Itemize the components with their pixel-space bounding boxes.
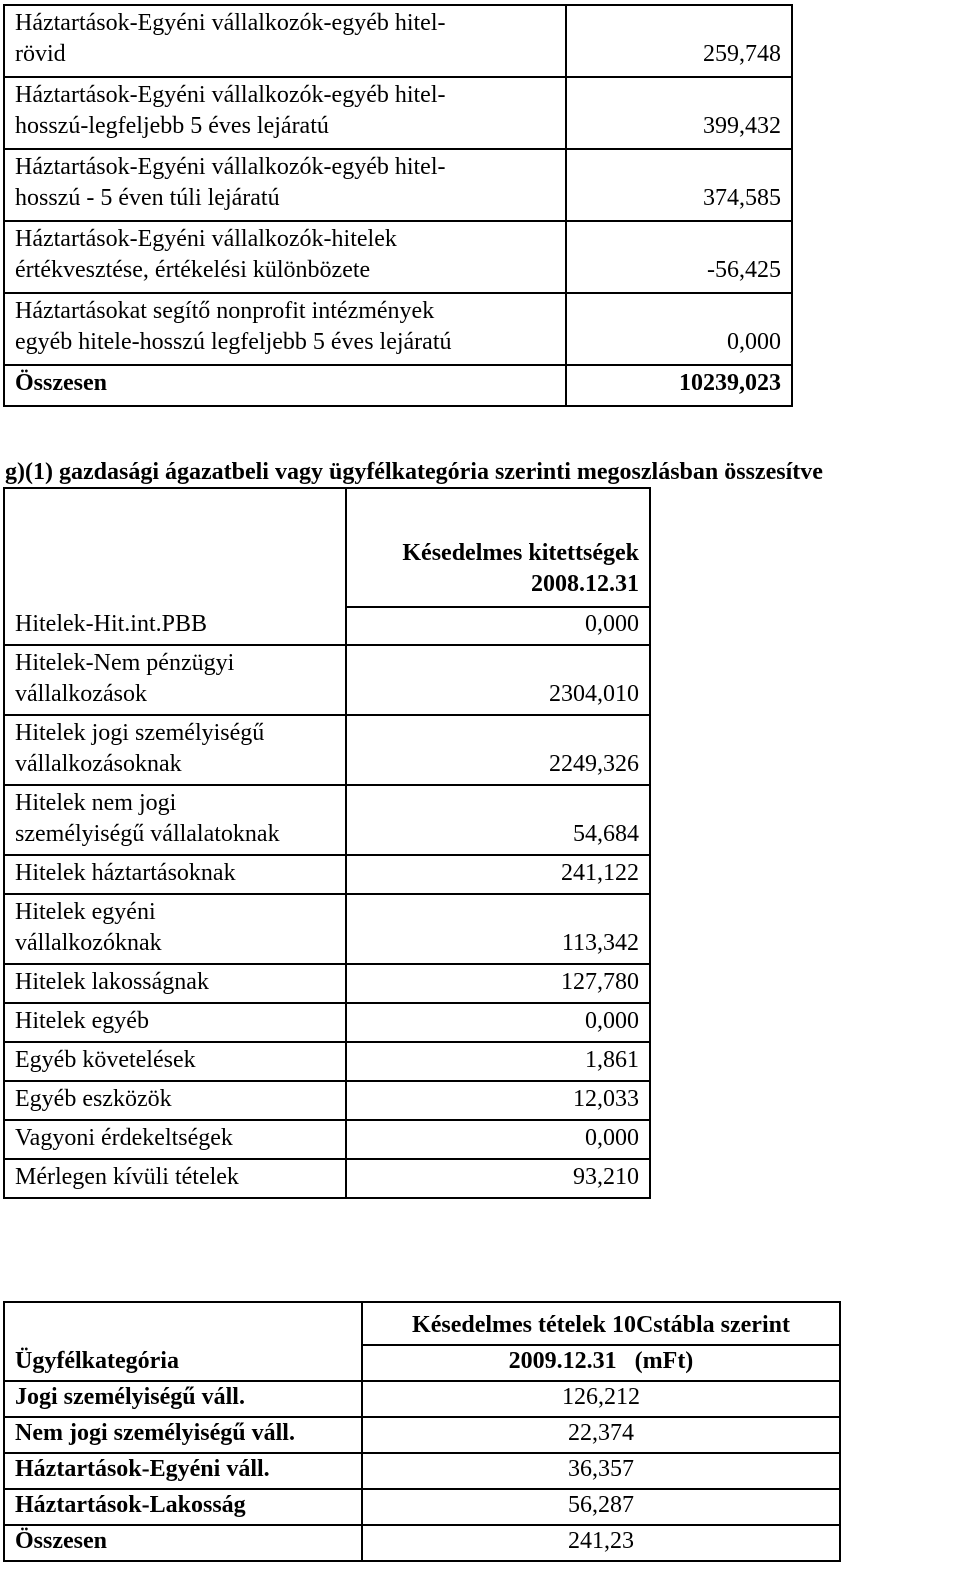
row-label: Háztartások-Lakosság	[4, 1489, 362, 1525]
table-row	[4, 1081, 650, 1120]
table-row	[4, 1159, 650, 1198]
table-row	[4, 1042, 650, 1081]
loans-table	[3, 4, 793, 407]
row-value: 0,000	[346, 1003, 650, 1042]
row-value: 374,585	[566, 149, 792, 221]
row-value: 126,212	[362, 1381, 840, 1417]
total-value: 241,23	[362, 1525, 840, 1561]
row-value: 1,861	[346, 1042, 650, 1081]
row-value: 0,000	[346, 1120, 650, 1159]
row-label-text: Háztartásokat segítő nonprofit intézmények egyéb hitele-hosszú legfeljebb 5 éves lejáratú	[15, 298, 452, 355]
row-label-text: Hitelek jogi személyiségű vállalkozásoknak	[15, 720, 265, 777]
table-row	[4, 1489, 840, 1525]
row-value: 36,357	[362, 1453, 840, 1489]
row-label: Háztartások-Egyéni váll.	[4, 1453, 362, 1489]
row-label-text: Hitelek-Nem pénzügyi vállalkozások	[15, 650, 235, 707]
table-row	[4, 1003, 650, 1042]
row-label	[4, 293, 566, 365]
row-label-text: Hitelek-Hit.int.PBB	[15, 611, 207, 637]
total-label: Összesen	[4, 365, 566, 406]
table-row	[4, 894, 650, 964]
table-row	[4, 964, 650, 1003]
row-label	[4, 77, 566, 149]
row-label	[4, 5, 566, 77]
row-value: 54,684	[346, 785, 650, 855]
row-label	[4, 1042, 346, 1081]
row-label	[4, 149, 566, 221]
row-label-text: Háztartások-Egyéni vállalkozók-egyéb hitel- hosszú-legfeljebb 5 éves lejáratú	[15, 82, 446, 139]
row-label-text: Hitelek egyéb	[15, 1008, 149, 1034]
table-row	[4, 1417, 840, 1453]
row-label	[4, 785, 346, 855]
row-label-text: Hitelek háztartásoknak	[15, 860, 236, 886]
row-value: 0,000	[566, 293, 792, 365]
table-row	[4, 293, 792, 365]
column-header	[346, 488, 650, 607]
row-value: 113,342	[346, 894, 650, 964]
column-header: Késedelmes tételek 10Cstábla szerint	[362, 1302, 840, 1345]
row-label-text: Hitelek egyéni vállalkozóknak	[15, 899, 162, 956]
row-value: 127,780	[346, 964, 650, 1003]
row-label	[4, 855, 346, 894]
row-value: 56,287	[362, 1489, 840, 1525]
row-label	[4, 645, 346, 715]
total-row	[4, 365, 792, 406]
row-label-text: Háztartások-Egyéni vállalkozók-egyéb hitel- hosszú - 5 éven túli lejáratú	[15, 154, 446, 211]
row-label	[4, 1120, 346, 1159]
column-header-text: Késedelmes kitettségek 2008.12.31	[402, 540, 639, 597]
table-row	[4, 1453, 840, 1489]
row-label-text: Vagyoni érdekeltségek	[15, 1125, 233, 1151]
section-heading: g)(1) gazdasági ágazatbeli vagy ügyfélkategória szerinti megoszlásban összesítve	[5, 459, 823, 485]
table-row	[4, 785, 650, 855]
table-row	[4, 1120, 650, 1159]
table-row	[4, 77, 792, 149]
row-label: Nem jogi személyiségű váll.	[4, 1417, 362, 1453]
loans-table-body	[4, 5, 792, 406]
header-empty-cell	[4, 488, 346, 607]
row-label	[4, 1159, 346, 1198]
row-label-text: Háztartások-Egyéni vállalkozók-hitelek értékvesztése, értékelési különbözete	[15, 226, 397, 283]
table-header-row	[4, 1345, 840, 1381]
row-label	[4, 964, 346, 1003]
table-row	[4, 607, 650, 645]
row-value: 259,748	[566, 5, 792, 77]
row-value: 2249,326	[346, 715, 650, 785]
date-header: 2009.12.31 (mFt)	[362, 1345, 840, 1381]
row-label-text: Egyéb eszközök	[15, 1086, 172, 1112]
row-value: 2304,010	[346, 645, 650, 715]
row-label: Jogi személyiségű váll.	[4, 1381, 362, 1417]
row-value: 12,033	[346, 1081, 650, 1120]
row-label-text: Háztartások-Egyéni vállalkozók-egyéb hitel- rövid	[15, 10, 446, 67]
total-row	[4, 1525, 840, 1561]
row-label	[4, 715, 346, 785]
row-value: 93,210	[346, 1159, 650, 1198]
row-label	[4, 1003, 346, 1042]
row-label-text: Hitelek nem jogi személyiségű vállalatoknak	[15, 790, 280, 847]
table-row	[4, 715, 650, 785]
table-row	[4, 645, 650, 715]
row-label	[4, 221, 566, 293]
row-label	[4, 607, 346, 645]
row-label	[4, 1081, 346, 1120]
row-label-text: Mérlegen kívüli tételek	[15, 1164, 239, 1190]
total-value: 10239,023	[566, 365, 792, 406]
table-row	[4, 221, 792, 293]
category-header: Ügyfélkategória	[4, 1345, 362, 1381]
row-label	[4, 894, 346, 964]
row-value: -56,425	[566, 221, 792, 293]
row-label-text: Hitelek lakosságnak	[15, 969, 209, 995]
table-header-row	[4, 1302, 840, 1345]
row-value: 241,122	[346, 855, 650, 894]
row-label-text: Egyéb követelések	[15, 1047, 196, 1073]
row-value: 22,374	[362, 1417, 840, 1453]
table-header-row	[4, 488, 650, 607]
total-label: Összesen	[4, 1525, 362, 1561]
overdue-exposures-table	[3, 487, 651, 1199]
overdue-items-table	[3, 1301, 841, 1562]
table-row	[4, 855, 650, 894]
row-value: 399,432	[566, 77, 792, 149]
table-row	[4, 149, 792, 221]
table-row	[4, 5, 792, 77]
header-empty-cell	[4, 1302, 362, 1345]
table-row	[4, 1381, 840, 1417]
row-value: 0,000	[346, 607, 650, 645]
